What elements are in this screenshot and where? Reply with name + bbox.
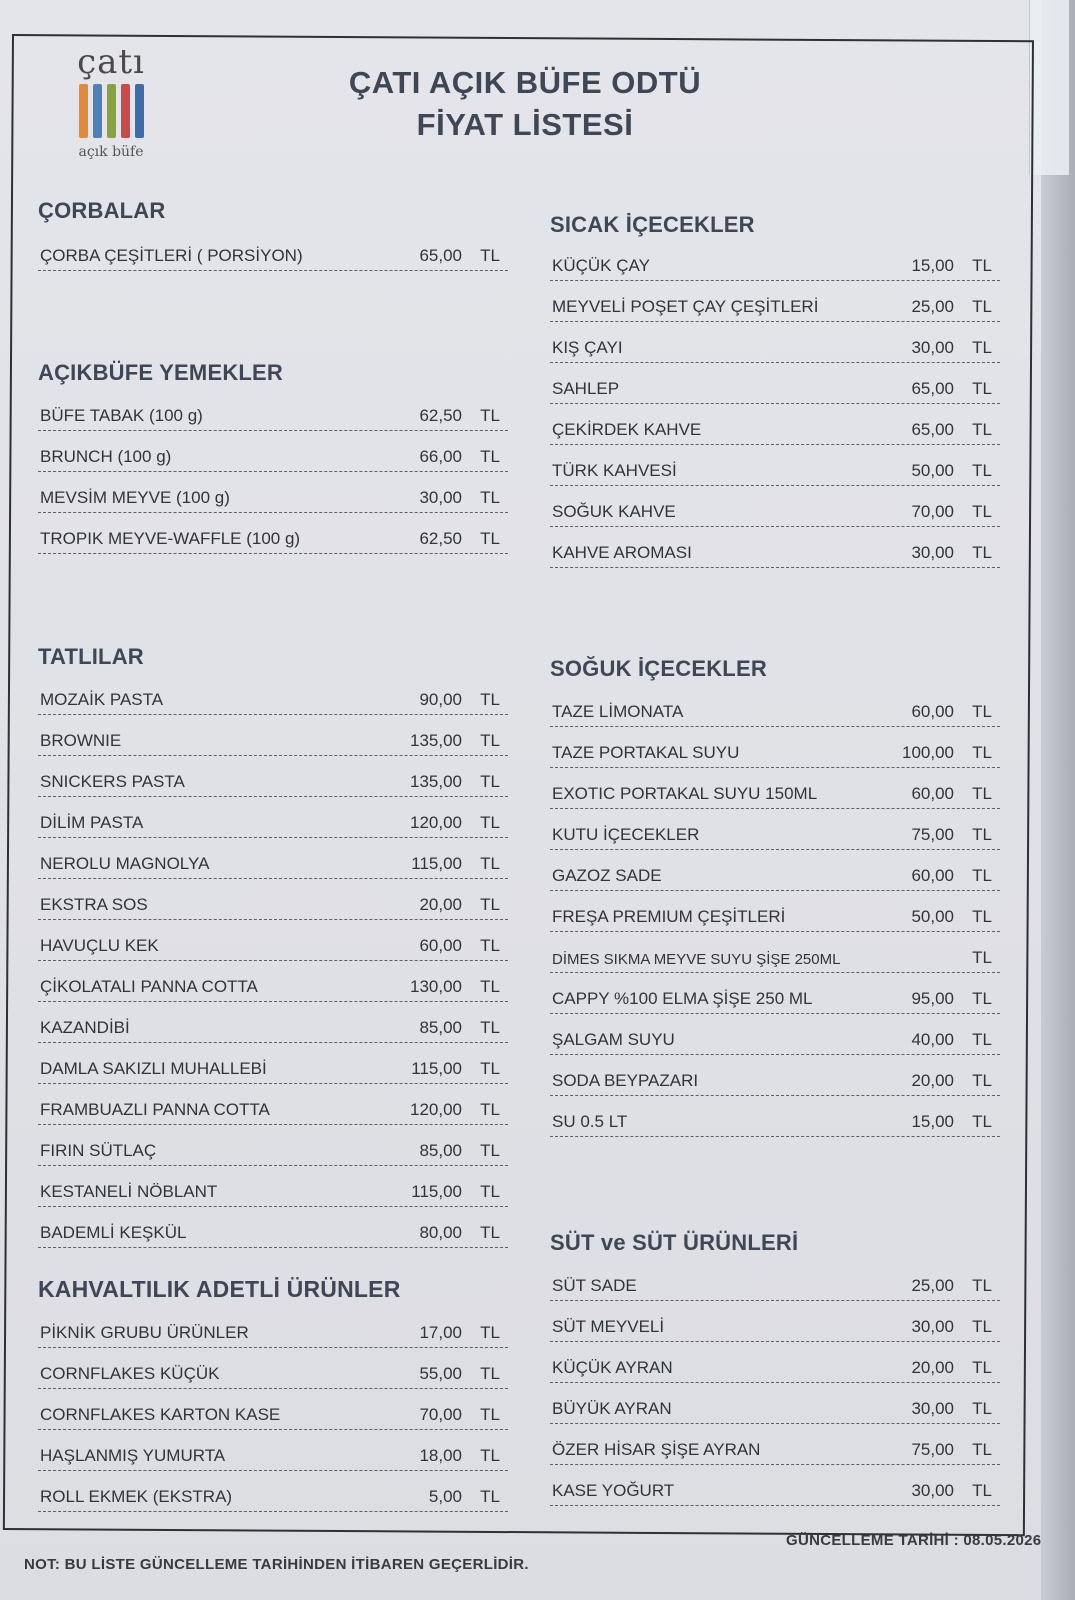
menu-item [38, 1043, 508, 1084]
item-name: EKSTRA SOS [40, 895, 148, 914]
section-kahvaltilik [38, 1276, 508, 1512]
item-price: 15,00 [911, 256, 954, 275]
item-price: 30,00 [911, 338, 954, 357]
menu-item [550, 809, 1000, 850]
item-name: MEVSİM MEYVE (100 g) [40, 488, 230, 507]
currency-label: TL [972, 1358, 992, 1377]
section-corbalar [38, 198, 508, 271]
item-name: DİMES SIKMA MEYVE SUYU ŞİŞE 250ML [552, 951, 841, 968]
item-name: HAŞLANMIŞ YUMURTA [40, 1446, 226, 1465]
item-name: SU 0.5 LT [552, 1112, 628, 1131]
item-price: 30,00 [911, 1399, 954, 1418]
currency-label: TL [972, 1440, 992, 1459]
item-price: 90,00 [419, 690, 462, 709]
menu-item [38, 1389, 508, 1430]
menu-item [550, 1465, 1000, 1506]
menu-item [550, 1014, 1000, 1055]
item-price: 115,00 [411, 1059, 462, 1078]
menu-item [550, 686, 1000, 727]
menu-item [38, 674, 508, 715]
item-name: CORNFLAKES KARTON KASE [40, 1405, 281, 1424]
currency-label: TL [480, 1405, 500, 1424]
currency-label: TL [972, 825, 992, 844]
menu-item [38, 1084, 508, 1125]
currency-label: TL [480, 936, 500, 955]
item-price: 25,00 [911, 297, 954, 316]
item-name: KÜÇÜK AYRAN [552, 1358, 673, 1377]
item-name: ŞALGAM SUYU [552, 1030, 675, 1049]
item-price: 95,00 [911, 989, 954, 1008]
menu-item [550, 281, 1000, 322]
item-price: 75,00 [911, 825, 954, 844]
item-name: ÇORBA ÇEŞİTLERİ ( PORSİYON) [40, 246, 303, 265]
item-price: 100,00 [902, 743, 954, 762]
item-price: 20,00 [911, 1071, 954, 1090]
menu-item [550, 445, 1000, 486]
menu-item [38, 797, 508, 838]
item-name: CORNFLAKES KÜÇÜK [40, 1364, 220, 1383]
item-price: 20,00 [911, 1358, 954, 1377]
currency-label: TL [480, 529, 500, 548]
item-name: FREŞA PREMIUM ÇEŞİTLERİ [552, 907, 786, 926]
item-price: 60,00 [419, 936, 462, 955]
menu-item [550, 322, 1000, 363]
item-price: 120,00 [410, 813, 462, 832]
item-name: KUTU İÇECEKLER [552, 825, 700, 844]
currency-label: TL [972, 379, 992, 398]
menu-item [38, 1207, 508, 1248]
currency-label: TL [480, 406, 500, 425]
wall-edge [1041, 0, 1075, 1600]
currency-label: TL [480, 813, 500, 832]
item-name: KESTANELİ NÖBLANT [40, 1182, 218, 1201]
item-name: TÜRK KAHVESİ [552, 461, 677, 480]
logo-stripe [135, 84, 144, 138]
menu-item [550, 486, 1000, 527]
menu-item [38, 1166, 508, 1207]
section-title: TATLILAR [38, 644, 144, 669]
currency-label: TL [972, 1112, 992, 1131]
item-price: 30,00 [911, 543, 954, 562]
item-name: KAZANDİBİ [40, 1018, 130, 1037]
item-price: 85,00 [419, 1141, 462, 1160]
logo-stripe [107, 84, 116, 138]
menu-item [38, 1471, 508, 1512]
section-tatlilar [38, 644, 508, 1248]
logo-stripe [121, 84, 130, 138]
item-name: CAPPY %100 ELMA ŞİŞE 250 ML [552, 989, 813, 1008]
currency-label: TL [480, 1059, 500, 1078]
item-price: 18,00 [419, 1446, 462, 1465]
item-price: 30,00 [911, 1481, 954, 1500]
item-price: 85,00 [419, 1018, 462, 1037]
logo-wordmark: çatı [77, 42, 145, 82]
currency-label: TL [480, 690, 500, 709]
section-title: AÇIKBÜFE YEMEKLER [38, 360, 284, 385]
currency-label: TL [480, 977, 500, 996]
item-name: ÇEKİRDEK KAHVE [552, 420, 702, 439]
item-name: KASE YOĞURT [552, 1481, 675, 1500]
currency-label: TL [972, 866, 992, 885]
item-name: SÜT MEYVELİ [552, 1317, 665, 1336]
item-price: 115,00 [411, 1182, 462, 1201]
item-price: 55,00 [419, 1364, 462, 1383]
logo-subtitle: açık büfe [78, 144, 144, 160]
menu-item [550, 973, 1000, 1014]
currency-label: TL [972, 461, 992, 480]
section-title: ÇORBALAR [38, 198, 166, 223]
section-acikbufe [38, 360, 508, 554]
item-price: 115,00 [411, 854, 462, 873]
currency-label: TL [972, 948, 992, 967]
menu-item [550, 891, 1000, 932]
currency-label: TL [972, 1481, 992, 1500]
tape-strip [1029, 0, 1069, 175]
item-name: PİKNİK GRUBU ÜRÜNLER [40, 1323, 249, 1342]
price-list [550, 240, 1000, 568]
item-price: 20,00 [419, 895, 462, 914]
brand-logo [66, 44, 156, 164]
item-name: BÜFE TABAK (100 g) [40, 406, 203, 425]
item-name: SNICKERS PASTA [40, 772, 185, 791]
item-price: 75,00 [911, 1440, 954, 1459]
currency-label: TL [480, 1018, 500, 1037]
currency-label: TL [972, 743, 992, 762]
item-price: 65,00 [911, 379, 954, 398]
currency-label: TL [972, 989, 992, 1008]
item-name: FRAMBUAZLI PANNA COTTA [40, 1100, 270, 1119]
item-name: FIRIN SÜTLAÇ [40, 1141, 157, 1160]
validity-note: NOT: BU LİSTE GÜNCELLEME TARİHİNDEN İTİBAREN GEÇERLİDİR. [24, 1556, 529, 1573]
logo-stripe [79, 84, 88, 138]
item-name: ÖZER HİSAR ŞİŞE AYRAN [552, 1440, 761, 1459]
item-price: 17,00 [419, 1323, 462, 1342]
currency-label: TL [972, 543, 992, 562]
item-name: HAVUÇLU KEK [40, 936, 159, 955]
currency-label: TL [480, 1223, 500, 1242]
price-list [550, 686, 1000, 1137]
item-name: TAZE PORTAKAL SUYU [552, 743, 740, 762]
item-name: EXOTIC PORTAKAL SUYU 150ML [552, 784, 818, 803]
menu-item [38, 756, 508, 797]
item-name: DİLİM PASTA [40, 813, 144, 832]
item-name: TROPIK MEYVE-WAFFLE (100 g) [40, 529, 301, 548]
menu-item [550, 1342, 1000, 1383]
item-name: MEYVELİ POŞET ÇAY ÇEŞİTLERİ [552, 297, 819, 316]
item-price: 30,00 [419, 488, 462, 507]
menu-item [38, 513, 508, 554]
item-price: 25,00 [911, 1276, 954, 1295]
item-price: 70,00 [911, 502, 954, 521]
item-name: TAZE LİMONATA [552, 702, 684, 721]
item-price: 135,00 [410, 772, 462, 791]
currency-label: TL [480, 1100, 500, 1119]
menu-item [38, 230, 508, 271]
section-soguk [550, 656, 1000, 1137]
menu-item [550, 1096, 1000, 1137]
item-price: 60,00 [911, 702, 954, 721]
menu-item [38, 1430, 508, 1471]
item-name: SODA BEYPAZARI [552, 1071, 699, 1090]
menu-item [550, 932, 1000, 973]
item-name: KÜÇÜK ÇAY [552, 256, 650, 275]
currency-label: TL [480, 731, 500, 750]
item-name: ROLL EKMEK (EKSTRA) [40, 1487, 233, 1506]
item-name: BROWNIE [40, 731, 122, 750]
currency-label: TL [480, 246, 500, 265]
price-list [38, 1307, 508, 1512]
section-title: SÜT ve SÜT ÜRÜNLERİ [550, 1230, 799, 1255]
menu-item [550, 768, 1000, 809]
currency-label: TL [480, 1141, 500, 1160]
item-price: 62,50 [419, 406, 462, 425]
currency-label: TL [480, 1487, 500, 1506]
item-price: 130,00 [410, 977, 462, 996]
item-price: 80,00 [419, 1223, 462, 1242]
price-list [38, 230, 508, 271]
item-price: 30,00 [911, 1317, 954, 1336]
currency-label: TL [972, 502, 992, 521]
menu-item [38, 431, 508, 472]
item-price: 66,00 [419, 447, 462, 466]
currency-label: TL [972, 297, 992, 316]
section-sut [550, 1230, 1000, 1506]
section-sicak [550, 212, 1000, 568]
currency-label: TL [972, 1071, 992, 1090]
currency-label: TL [972, 1030, 992, 1049]
menu-item [38, 961, 508, 1002]
menu-item [550, 527, 1000, 568]
item-name: NEROLU MAGNOLYA [40, 854, 210, 873]
menu-item [550, 1260, 1000, 1301]
currency-label: TL [972, 256, 992, 275]
currency-label: TL [972, 702, 992, 721]
menu-item [38, 472, 508, 513]
currency-label: TL [480, 1364, 500, 1383]
currency-label: TL [972, 1399, 992, 1418]
currency-label: TL [480, 895, 500, 914]
item-price: 5,00 [428, 1487, 462, 1506]
currency-label: TL [972, 420, 992, 439]
menu-item [550, 240, 1000, 281]
menu-item [550, 1055, 1000, 1096]
item-name: BADEMLİ KEŞKÜL [40, 1223, 187, 1242]
currency-label: TL [972, 338, 992, 357]
menu-item [550, 1383, 1000, 1424]
currency-label: TL [972, 1276, 992, 1295]
item-price: 135,00 [410, 731, 462, 750]
logo-stripe [93, 84, 102, 138]
item-name: KIŞ ÇAYI [552, 338, 623, 357]
menu-item [38, 838, 508, 879]
item-name: SÜT SADE [552, 1276, 637, 1295]
item-price: 120,00 [410, 1100, 462, 1119]
menu-item [550, 850, 1000, 891]
price-list [38, 390, 508, 554]
item-name: GAZOZ SADE [552, 866, 662, 885]
menu-item [38, 879, 508, 920]
section-title: SOĞUK İÇECEKLER [550, 656, 767, 681]
item-price: 50,00 [911, 461, 954, 480]
item-name: SAHLEP [552, 379, 620, 398]
menu-item [38, 1307, 508, 1348]
price-list [38, 674, 508, 1248]
currency-label: TL [480, 1323, 500, 1342]
item-name: MOZAİK PASTA [40, 690, 164, 709]
item-price: 60,00 [911, 866, 954, 885]
logo-stripes [66, 84, 156, 140]
price-list [550, 1260, 1000, 1506]
menu-item [38, 1348, 508, 1389]
menu-item [38, 1002, 508, 1043]
title-line-1: ÇATI AÇIK BÜFE ODTÜ [348, 65, 702, 100]
item-name: KAHVE AROMASI [552, 543, 692, 562]
menu-item [550, 1424, 1000, 1465]
item-name: ÇİKOLATALI PANNA COTTA [40, 977, 258, 996]
currency-label: TL [480, 1446, 500, 1465]
item-price: 62,50 [419, 529, 462, 548]
menu-item [38, 920, 508, 961]
currency-label: TL [480, 488, 500, 507]
menu-item [550, 404, 1000, 445]
menu-item [38, 390, 508, 431]
item-name: BRUNCH (100 g) [40, 447, 172, 466]
update-date: GÜNCELLEME TARİHİ : 08.05.2026 [786, 1532, 1042, 1549]
title-line-2: FİYAT LİSTESİ [416, 107, 634, 142]
currency-label: TL [480, 854, 500, 873]
item-price: 15,00 [911, 1112, 954, 1131]
item-price: 50,00 [911, 907, 954, 926]
item-price: 60,00 [911, 784, 954, 803]
currency-label: TL [972, 784, 992, 803]
currency-label: TL [480, 447, 500, 466]
item-name: SOĞUK KAHVE [552, 502, 676, 521]
item-name: BÜYÜK AYRAN [552, 1399, 672, 1418]
section-title: SICAK İÇECEKLER [550, 212, 755, 237]
item-name: DAMLA SAKIZLI MUHALLEBİ [40, 1059, 267, 1078]
menu-item [38, 1125, 508, 1166]
menu-item [550, 1301, 1000, 1342]
currency-label: TL [480, 772, 500, 791]
menu-item [550, 727, 1000, 768]
item-price: 65,00 [419, 246, 462, 265]
menu-item [550, 363, 1000, 404]
item-price: 70,00 [419, 1405, 462, 1424]
item-price: 40,00 [911, 1030, 954, 1049]
currency-label: TL [480, 1182, 500, 1201]
currency-label: TL [972, 907, 992, 926]
menu-item [38, 715, 508, 756]
item-price: 65,00 [911, 420, 954, 439]
page-title [300, 62, 750, 146]
currency-label: TL [972, 1317, 992, 1336]
section-title: KAHVALTILIK ADETLİ ÜRÜNLER [38, 1276, 401, 1302]
